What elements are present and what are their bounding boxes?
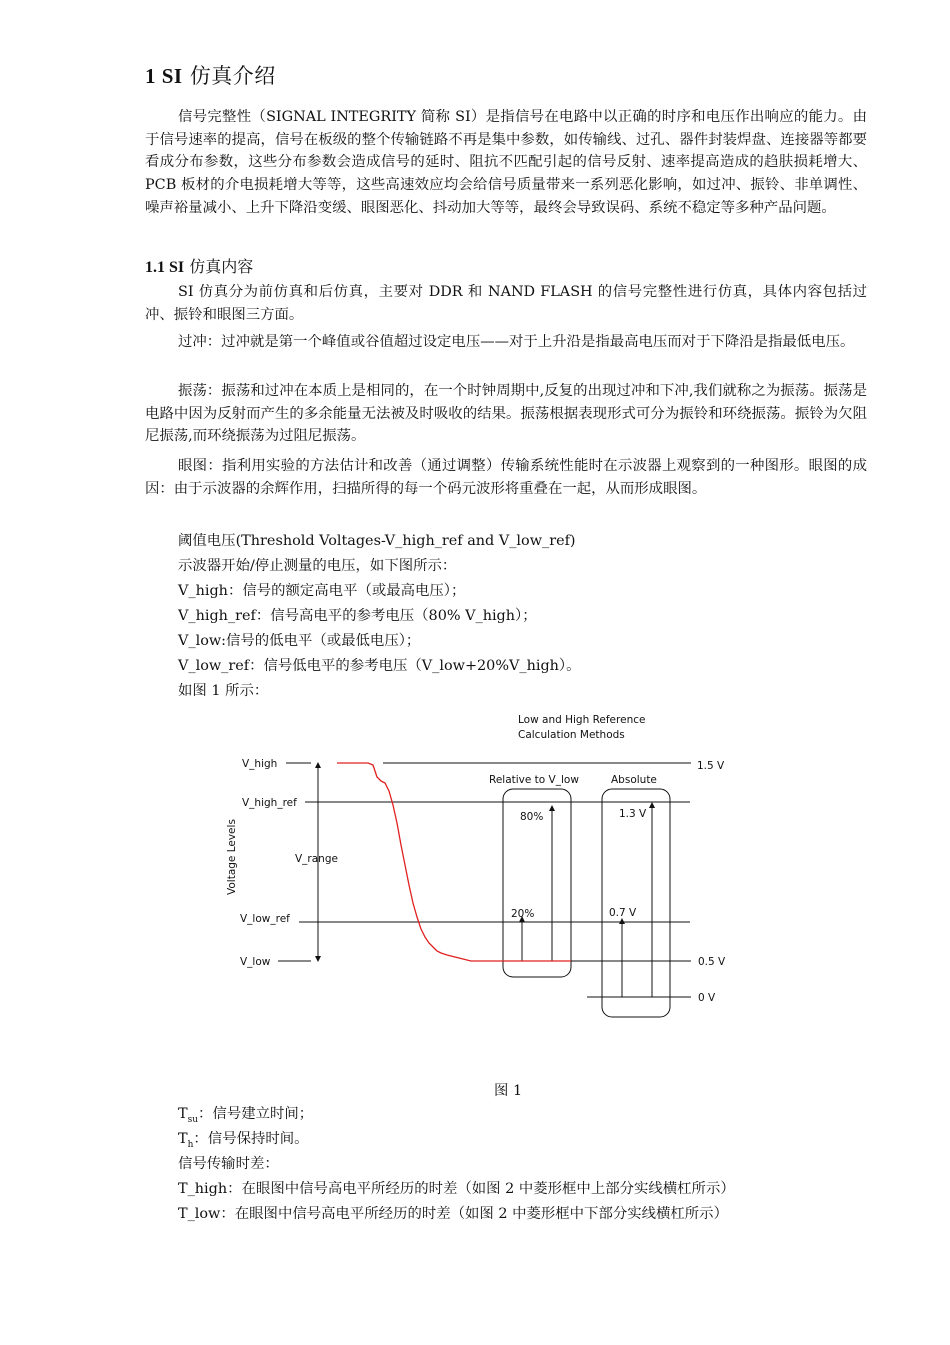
volt-0-5-label: 0.5 V: [698, 956, 726, 968]
falling-edge-waveform: [337, 763, 571, 961]
label-v-low-ref: V_low_ref: [240, 913, 290, 925]
subsection-number: 1.1 SI: [145, 259, 185, 276]
reference-voltage-figure: [215, 705, 735, 1025]
si-intro-paragraph: 信号完整性（SIGNAL INTEGRITY 简称 SI）是指信号在电路中以正确的时序和电压作出响应的能力。由于信号速率的提高，信号在板级的整个传输链路不再是集中参数，如传输线、过孔、器件封装焊盘、连接器等都要看成分布参数，这些分布参数会造成信号的延时、阻抗不匹配引起的信号反射、速率提高造成的趋肤损耗增大、PCB 板材的介电损耗增大等等，这些高速效应均会给信号质量带来一系列恶化影响，如过冲、振铃、非单调性、噪声裕量减小、上升下降沿变缓、眼图恶化、抖动加大等等，最终会导致误码、系统不稳定等多种产品问题。: [145, 109, 867, 216]
y-axis-label: Voltage Levels: [226, 819, 238, 895]
th-text: ：信号保持时间。: [193, 1131, 309, 1147]
figure-caption: 图 1: [494, 1083, 523, 1099]
skew-title-line: 信号传输时差：: [178, 1156, 279, 1172]
label-v-high: V_high: [242, 758, 278, 770]
figure-title-line1: Low and High Reference: [518, 714, 646, 726]
volt-1-5-label: 1.5 V: [697, 760, 725, 772]
absolute-title: Absolute: [611, 774, 657, 786]
threshold-title-line: 阈值电压(Threshold Voltages-V_high_ref and V_low_ref): [178, 533, 576, 549]
ringing-paragraph: 振荡：振荡和过冲在本质上是相同的，在一个时钟周期中,反复的出现过冲和下冲,我们就称之为振荡。振荡是电路中因为反射而产生的多余能量无法被及时吸收的结果。振荡根据表现形式可分为振铃和环绕振荡。振铃为欠阻尼振荡,而环绕振荡为过阻尼振荡。: [145, 383, 867, 445]
pct-80-label: 80%: [520, 811, 544, 823]
tsu-symbol: T: [178, 1106, 188, 1122]
subsection-title: 仿真内容: [184, 257, 254, 276]
pct-20-label: 20%: [511, 908, 535, 920]
t-high-line: T_high：在眼图中信号高电平所经历的时差（如图 2 中菱形框中上部分实线横杠所示）: [178, 1181, 735, 1197]
label-v-low: V_low: [240, 956, 271, 968]
tsu-line: [178, 1104, 313, 1130]
threshold-desc-line: 示波器开始/停止测量的电压，如下图所示：: [178, 558, 457, 574]
th-line: [178, 1129, 309, 1155]
section-heading: [145, 60, 276, 90]
label-v-range: V_range: [295, 853, 338, 865]
absolute-box: [602, 789, 670, 1017]
v-low-ref-line: V_low_ref：信号低电平的参考电压（V_low+20%V_high）。: [178, 658, 581, 674]
abs-high-label: 1.3 V: [619, 808, 647, 820]
subsection-heading: [145, 254, 253, 277]
tsu-subscript: su: [187, 1114, 199, 1125]
tsu-text: ：信号建立时间；: [198, 1106, 314, 1122]
v-low-line: V_low:信号的低电平（或最低电压）；: [178, 633, 421, 649]
abs-low-label: 0.7 V: [609, 907, 637, 919]
label-v-high-ref: V_high_ref: [242, 797, 297, 809]
v-high-line: V_high：信号的额定高电平（或最高电压）；: [178, 583, 466, 599]
th-symbol: T: [178, 1131, 188, 1147]
volt-0-label: 0 V: [698, 992, 716, 1004]
section-title: 仿真介绍: [182, 64, 276, 88]
section-number: 1 SI: [145, 64, 183, 88]
t-low-line: T_low：在眼图中信号高电平所经历的时差（如图 2 中菱形框中下部分实线横杠所示）: [178, 1206, 728, 1222]
v-high-ref-line: V_high_ref：信号高电平的参考电压（80% V_high）；: [178, 608, 537, 624]
relative-title: Relative to V_low: [489, 774, 579, 786]
overshoot-paragraph: 过冲：过冲就是第一个峰值或谷值超过设定电压——对于上升沿是指最高电压而对于下降沿是指最低电压。: [178, 334, 855, 350]
figure-ref-line: 如图 1 所示：: [178, 683, 269, 699]
sim-content-paragraph: SI 仿真分为前仿真和后仿真，主要对 DDR 和 NAND FLASH 的信号完整性进行仿真，具体内容包括过冲、振铃和眼图三方面。: [145, 284, 867, 323]
figure-title-line2: Calculation Methods: [518, 729, 625, 741]
eye-diagram-paragraph: 眼图：指利用实验的方法估计和改善（通过调整）传输系统性能时在示波器上观察到的一种图形。眼图的成因：由于示波器的余辉作用，扫描所得的每一个码元波形将重叠在一起，从而形成眼图。: [145, 458, 867, 497]
th-subscript: h: [187, 1139, 194, 1150]
